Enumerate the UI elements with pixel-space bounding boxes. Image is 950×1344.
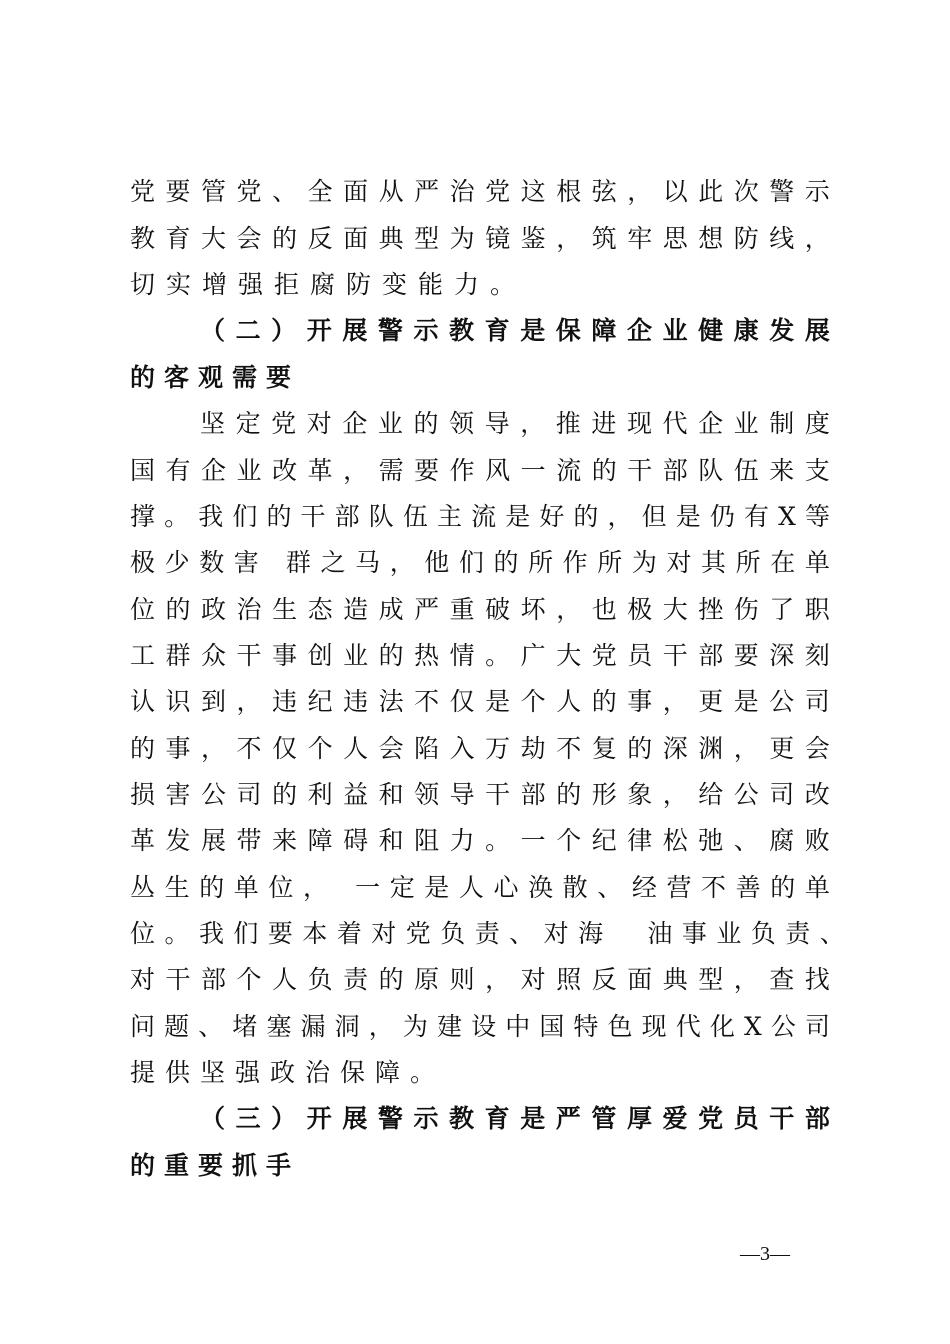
body-line: 教 育 大 会 的 反 面 典 型 为 镜 鉴 ， 筑 牢 思 想 防 线 ，	[130, 224, 830, 253]
body-line: 损 害 公 司 的 利 益 和 领 导 干 部 的 形 象 ， 给 公 司 改	[130, 780, 830, 809]
body-line: 切实增强拒腐防变能力。	[130, 270, 527, 299]
body-line: 丛 生 的 单 位 ， 一 定 是 人 心 涣 散 、 经 营 不 善 的 单	[130, 873, 830, 902]
body-line: 认 识 到 ， 违 纪 违 法 不 仅 是 个 人 的 事 ， 更 是 公 司	[130, 687, 830, 716]
body-line: 的 事 ， 不 仅 个 人 会 陷 入 万 劫 不 复 的 深 渊 ， 更 会	[130, 734, 830, 763]
body-line: 位 。 我 们 要 本 着 对 党 负 责 、 对 海 油 事 业 负 责 、	[130, 919, 845, 948]
section-heading: （ 二 ） 开 展 警 示 教 育 是 保 障 企 业 健 康 发 展	[200, 316, 830, 345]
section-heading: 的重要抓手	[130, 1151, 301, 1180]
section-heading: （ 三 ） 开 展 警 示 教 育 是 严 管 厚 爱 党 员 干 部	[200, 1104, 830, 1133]
body-line: 工 群 众 干 事 创 业 的 热 情 。 广 大 党 员 干 部 要 深 刻	[130, 641, 830, 670]
body-line: 问 题 、 堵 塞 漏 洞 ， 为 建 设 中 国 特 色 现 代 化 X 公 司	[130, 1012, 830, 1041]
body-line: 坚 定 党 对 企 业 的 领 导 ， 推 进 现 代 企 业 制 度	[200, 409, 830, 438]
body-line: 革 发 展 带 来 障 碍 和 阻 力 。 一 个 纪 律 松 弛 、 腐 败	[130, 826, 830, 855]
body-line: 撑 。 我 们 的 干 部 队 伍 主 流 是 好 的 ， 但 是 仍 有 X 等	[130, 502, 830, 531]
body-line: 提供坚强政治保障。	[130, 1058, 446, 1087]
section-heading: 的客观需要	[130, 363, 301, 392]
body-line: 对 干 部 个 人 负 责 的 原 则 ， 对 照 反 面 典 型 ， 查 找	[130, 965, 830, 994]
body-line: 国 有 企 业 改 革 ， 需 要 作 风 一 流 的 干 部 队 伍 来 支	[130, 456, 830, 485]
body-line: 位 的 政 治 生 态 造 成 严 重 破 坏 ， 也 极 大 挫 伤 了 职	[130, 595, 830, 624]
body-line: 党 要 管 党 、 全 面 从 严 治 党 这 根 弦 ， 以 此 次 警 示	[130, 177, 830, 206]
body-line: 极 少 数 害 群 之 马 ， 他 们 的 所 作 所 为 对 其 所 在 单	[130, 548, 830, 577]
page-number: —3—	[740, 1243, 790, 1265]
